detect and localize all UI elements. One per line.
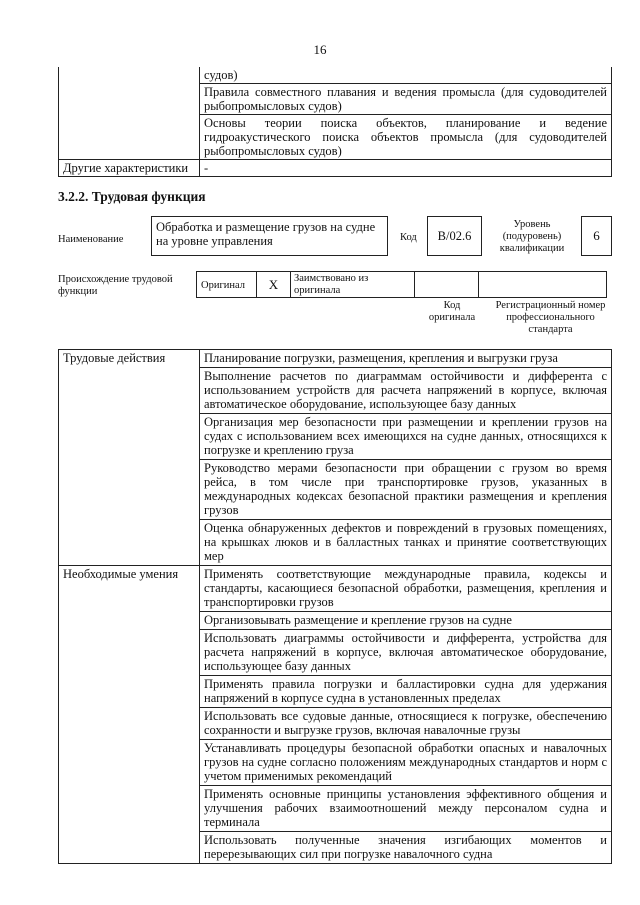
origin-label: Происхождение трудовой функции	[58, 274, 173, 297]
table-cell: Оценка обнаруженных дефектов и повреждений в грузовых помещениях, на крышках люков и в балластных танках и принятие соответствующих мер	[200, 520, 612, 566]
table-cell: Применять соответствующие международные правила, кодексы и стандарты, касающиеся безопасной обработки, размещения, крепления и транспортировки грузов	[200, 566, 612, 612]
borrowed-label: Заимствовано из оригинала	[291, 272, 415, 297]
group-label-labor-actions: Трудовые действия	[59, 350, 200, 566]
table-cell: Использовать все судовые данные, относящиеся к погрузке, обеспечению сохранности и выгрузке грузов, включая навалочные грузы	[200, 708, 612, 740]
table-cell: Основы теории поиска объектов, планирование и ведение гидроакустического поиска объектов промысла (для судоводителей рыбопромысловых судов)	[200, 115, 612, 160]
table-cell: Применять основные принципы установления эффективного общения и улучшения рабочих взаимоотношений между персоналом судна и терминала	[200, 786, 612, 832]
origin-row	[196, 271, 607, 298]
table-cell: Устанавливать процедуры безопасной обработки опасных и навалочных грузов на судне согласно положениям международных стандартов и норм с учетом применимых рекомендаций	[200, 740, 612, 786]
row-label	[59, 67, 200, 160]
name-label: Наименование	[58, 234, 124, 245]
code-label: Код	[400, 232, 417, 243]
original-mark: X	[257, 272, 291, 297]
table-cell: Организация мер безопасности при размещении и креплении грузов на судах с использованием всех имеющихся на судне данных, относящихся к погрузке и креплению груза	[200, 414, 612, 460]
original-label: Оригинал	[197, 272, 257, 297]
registration-number-field	[479, 272, 606, 297]
table-cell: судов)	[200, 67, 612, 84]
table-cell: -	[200, 160, 612, 177]
section-title: 3.2.2. Трудовая функция	[58, 189, 206, 204]
knowledge-continuation-table	[58, 67, 612, 177]
code-original-field	[415, 272, 479, 297]
table-cell: Организовывать размещение и крепление грузов на судне	[200, 612, 612, 630]
table-row	[59, 350, 612, 368]
table-cell: Планирование погрузки, размещения, крепления и выгрузки груза	[200, 350, 612, 368]
table-row	[59, 67, 612, 84]
table-row	[59, 160, 612, 177]
code-field: B/02.6	[427, 216, 482, 256]
function-name-field: Обработка и размещение грузов на судне на уровне управления	[151, 216, 388, 256]
table-cell: Руководство мерами безопасности при обращении с грузом во время рейса, в том числе при транспортировке грузов, указанных в международных кодексах безопасной практики размещения и крепления грузов	[200, 460, 612, 520]
group-label-required-skills: Необходимые умения	[59, 566, 200, 864]
row-label-other-characteristics: Другие характеристики	[59, 160, 200, 177]
table-cell: Выполнение расчетов по диаграммам остойчивости и дифферента с использованием устройств для расчета напряжений в корпусе, включая автоматическое оборудование, использующее базу данных	[200, 368, 612, 414]
code-original-label: Код оригинала	[428, 300, 476, 323]
table-row	[59, 566, 612, 612]
registration-number-label: Регистрационный номер профессионального стандарта	[495, 300, 606, 335]
table-cell: Применять правила погрузки и балластировки судна для удержания напряжений в корпусе судна в установленных пределах	[200, 676, 612, 708]
qualification-level-label: Уровень (подуровень) квалификации	[499, 219, 565, 254]
table-cell: Использовать полученные значения изгибающих моментов и перерезывающих сил при погрузке навалочного судна	[200, 832, 612, 864]
page-number: 16	[313, 42, 327, 57]
qualification-level-field: 6	[581, 216, 612, 256]
table-cell: Правила совместного плавания и ведения промысла (для судоводителей рыбопромысловых судов)	[200, 84, 612, 115]
labor-function-table	[58, 349, 612, 864]
table-cell: Использовать диаграммы остойчивости и дифферента, устройства для расчета напряжений в корпусе, включая автоматическое оборудование, использующее базу данных	[200, 630, 612, 676]
